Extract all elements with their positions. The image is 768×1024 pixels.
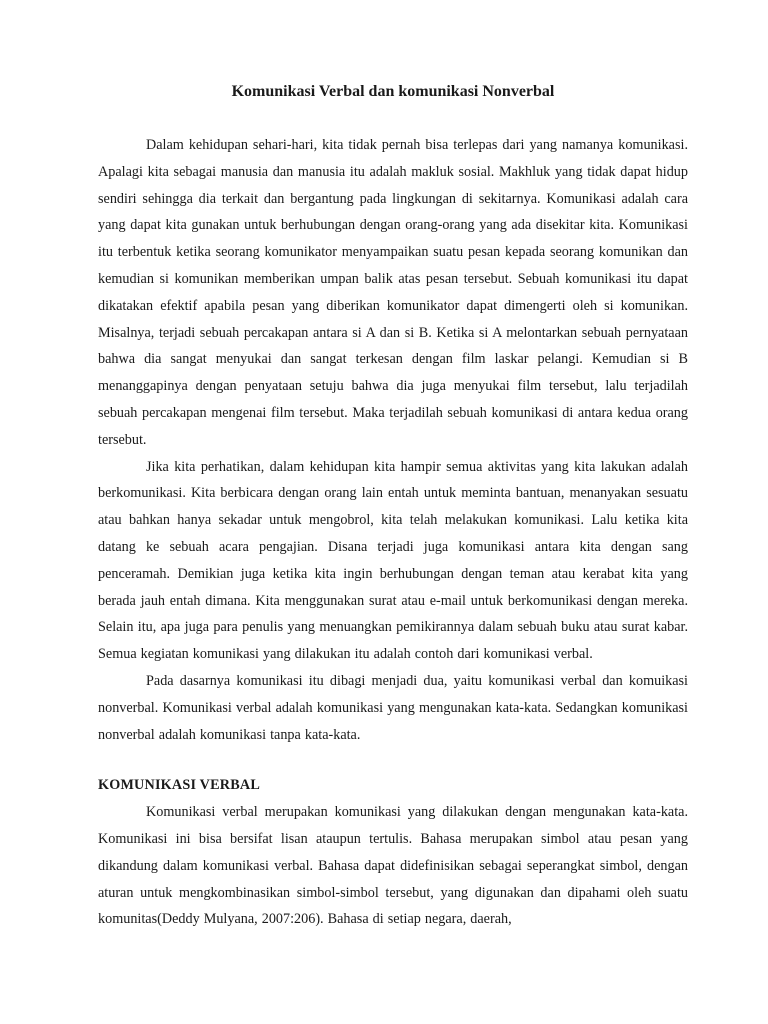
paragraph-examples: Jika kita perhatikan, dalam kehidupan kita hampir semua aktivitas yang kita lakukan adalah berkomunikasi. Kita berbicara dengan orang lain entah untuk meminta bantuan, menanyakan sesuatu atau bahkan hanya sekadar untuk mengobrol, kita telah melakukan komunikasi. Lalu ketika kita datang ke sebuah acara pengajian. Disana terjadi juga komunikasi antara kita dengan sang penceramah. Demikian juga ketika kita ingin berhubungan dengan teman atau kerabat kita yang berada jauh entah dimana. Kita menggunakan surat atau e-mail untuk berkomunikasi dengan mereka. Selain itu, apa juga para penulis yang menuangkan pemikirannya dalam sebuah buku atau surat kabar. Semua kegiatan komunikasi yang dilakukan itu adalah contoh dari komunikasi verbal. xyxy=(98,458,688,663)
document-title: Komunikasi Verbal dan komunikasi Nonverbal xyxy=(231,83,555,100)
document-page xyxy=(98,80,688,933)
section-heading-verbal: KOMUNIKASI VERBAL xyxy=(98,777,260,794)
paragraph-verbal-definition: Komunikasi verbal merupakan komunikasi yang dilakukan dengan mengunakan kata-kata. Komunikasi ini bisa bersifat lisan ataupun tertulis. Bahasa merupakan simbol atau pesan yang dikandung dalam komunikasi verbal. Bahasa dapat didefinisikan sebagai seperangkat simbol, dengan aturan untuk mengkombinasikan simbol-simbol tersebut, yang digunakan dan dipahami oleh suatu komunitas(Deddy Mulyana, 2007:206). Bahasa di setiap negara, daerah, xyxy=(98,804,688,928)
paragraph-division: Pada dasarnya komunikasi itu dibagi menjadi dua, yaitu komunikasi verbal dan komuikasi nonverbal. Komunikasi verbal adalah komunikasi yang mengunakan kata-kata. Sedangkan komunikasi nonverbal adalah komunikasi tanpa kata-kata. xyxy=(98,672,688,743)
paragraph-intro: Dalam kehidupan sehari-hari, kita tidak pernah bisa terlepas dari yang namanya komunikasi. Apalagi kita sebagai manusia dan manusia itu adalah makluk sosial. Makhluk yang tidak dapat hidup sendiri sehingga dia terkait dan bergantung pada lingkungan di sekitarnya. Komunikasi adalah cara yang dapat kita gunakan untuk berhubungan dengan orang-orang yang ada disekitar kita. Komunikasi itu terbentuk ketika seorang komunikator menyampaikan suatu pesan kepada seorang komunikan dan kemudian si komunikan memberikan umpan balik atas pesan tersebut. Sebuah komunikasi itu dapat dikatakan efektif apabila pesan yang diberikan komunikator dapat dimengerti oleh si komunikan. Misalnya, terjadi sebuah percakapan antara si A dan si B. Ketika si A melontarkan sebuah pernyataan bahwa dia sangat menyukai dan sangat terkesan dengan film laskar pelangi. Kemudian si B menanggapinya dengan penyataan setuju bahwa dia juga menyukai film tersebut, lalu terjadilah sebuah percakapan mengenai film tersebut. Maka terjadilah sebuah komunikasi di antara kedua orang tersebut. xyxy=(98,137,688,448)
